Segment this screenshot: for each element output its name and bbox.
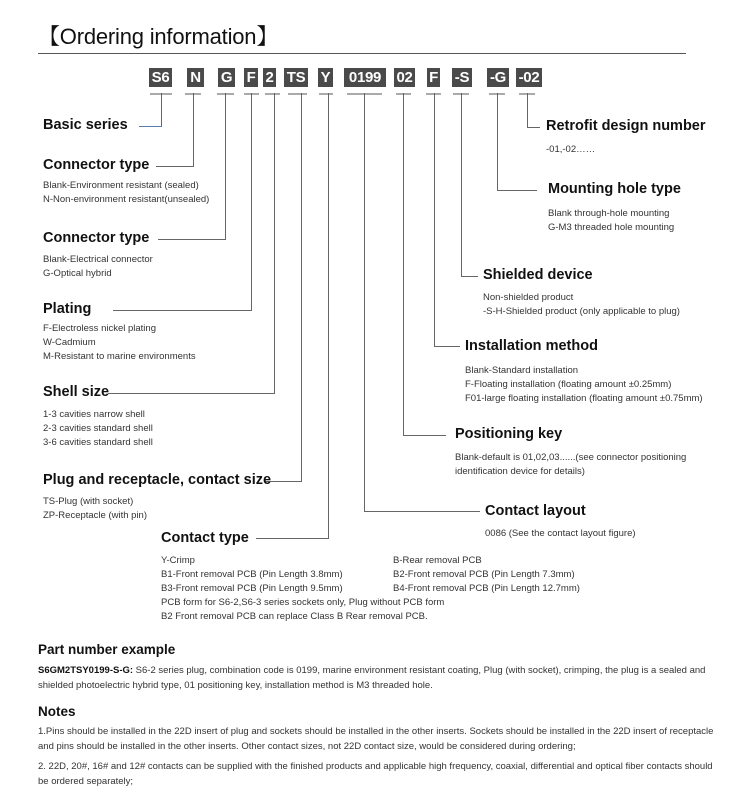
code-box-contact-type: Y [318,68,333,87]
t-bar [319,93,333,95]
notes-title: Notes [38,704,76,719]
field-line: Blank-Electrical connector [43,254,153,265]
field-line: PCB form for S6-2,S6-3 series sockets only, Plug without PCB form [161,597,445,608]
leader-line [113,310,252,311]
field-title-positioning-key: Positioning key [455,426,563,442]
field-line: ZP-Receptacle (with pin) [43,510,148,521]
field-line: B2 Front removal PCB can replace Class B Rear removal PCB. [161,611,428,622]
field-line: B1-Front removal PCB (Pin Length 3.8mm) [161,569,343,580]
field-line: B3-Front removal PCB (Pin Length 9.5mm) [161,583,343,594]
field-line: Blank-default is 01,02,03......(see connector positioning [455,452,687,463]
title-divider [38,53,686,54]
leader-line [403,435,446,436]
leader-line [403,93,404,436]
leader-line [225,93,226,240]
leader-line [301,93,302,482]
field-line: -01,-02…… [546,144,596,155]
field-line: Y-Crimp [161,555,195,566]
field-line: B-Rear removal PCB [393,555,482,566]
code-box-connector-type-2: G [218,68,235,87]
field-line: -S-H-Shielded product (only applicable to plug) [483,306,680,317]
leader-line [461,276,478,277]
code-box-positioning-key: 02 [394,68,415,87]
field-title-retrofit: Retrofit design number [546,118,706,134]
code-box-plating: F [244,68,258,87]
field-title-contact-layout: Contact layout [485,503,586,519]
field-line: W-Cadmium [43,337,96,348]
field-line: Blank-Environment resistant (sealed) [43,180,199,191]
field-line: TS-Plug (with socket) [43,496,134,507]
t-bar [288,93,307,95]
field-line: G-Optical hybrid [43,268,112,279]
code-box-installation: F [427,68,440,87]
field-title-shielded: Shielded device [483,267,593,283]
field-line: B2-Front removal PCB (Pin Length 7.3mm) [393,569,575,580]
field-line: 3-6 cavities standard shell [43,437,153,448]
leader-line [364,93,365,512]
part-number-example-text [38,663,718,693]
field-line: F01-large floating installation (floating amount ±0.75mm) [465,393,703,404]
code-box-plug-receptacle: TS [284,68,308,87]
leader-line [434,93,435,347]
field-title-plating: Plating [43,301,92,317]
field-title-contact-type: Contact type [161,530,249,546]
field-line: identification device for details) [455,466,585,477]
field-line: F-Electroless nickel plating [43,323,156,334]
leader-line [328,93,329,539]
field-title-installation: Installation method [465,338,598,354]
leader-line [193,93,194,167]
field-line: G-M3 threaded hole mounting [548,222,675,233]
leader-line [251,93,252,311]
part-number-description: S6-2 series plug, combination code is 0199, marine environment resistant coating, Plug (with socket), crimping, the plug is a sealed and shielded photoelectric hybrid type, 01 positioning key, installation method is M3 threaded hole. [38,665,706,691]
field-title-connector-type-1: Connector type [43,157,150,173]
field-title-basic-series: Basic series [43,117,128,133]
field-title-connector-type-2: Connector type [43,230,150,246]
leader-line [497,93,498,191]
part-number-example-title: Part number example [38,642,176,657]
leader-line [139,126,162,127]
field-line: 0086 (See the contact layout figure) [485,528,636,539]
code-box-shielded: -S [452,68,472,87]
leader-line [364,511,480,512]
page-title: 【Ordering information】 [38,24,279,49]
field-line: Non-shielded product [483,292,574,303]
note-item: 1.Pins should be installed in the 22D insert of plug and sockets should be installed in the other inserts. Sockets should be installed in the 22D insert of receptacle and pins should be installed in the other inserts. Other contact sizes, not 22D contact size, would be considered during ordering; [38,726,714,752]
field-line: M-Resistant to marine environments [43,351,196,362]
field-line: Blank-Standard installation [465,365,579,376]
part-number-code: S6GM2TSY0199-S-G: [38,665,134,676]
field-title-shell-size: Shell size [43,384,110,400]
leader-line [527,127,540,128]
leader-line [497,190,537,191]
field-line: F-Floating installation (floating amount ±0.25mm) [465,379,672,390]
field-line: N-Non-environment resistant(unsealed) [43,194,210,205]
field-line: Blank through-hole mounting [548,208,670,219]
field-line: 2-3 cavities standard shell [43,423,153,434]
field-title-mounting-hole: Mounting hole type [548,181,681,197]
leader-line [274,93,275,394]
leader-line [158,239,226,240]
code-box-retrofit: -02 [516,68,542,87]
note-item: 2. 22D, 20#, 16# and 12# contacts can be supplied with the finished products and applicable high frequency, coaxial, differential and optical fiber contacts should be ordered separately; [38,761,713,787]
code-box-contact-layout: 0199 [344,68,386,87]
leader-line [108,393,275,394]
t-bar [265,93,280,95]
code-box-mounting-hole: -G [487,68,509,87]
leader-line [256,538,329,539]
code-box-connector-type-1: N [187,68,204,87]
code-box-basic-series: S6 [149,68,172,87]
leader-line [461,93,462,277]
field-line: 1-3 cavities narrow shell [43,409,145,420]
field-line: B4-Front removal PCB (Pin Length 12.7mm) [393,583,580,594]
leader-line [527,93,528,128]
leader-line [156,166,194,167]
field-title-plug-receptacle: Plug and receptacle, contact size [43,472,272,488]
leader-line [434,346,460,347]
leader-line [161,93,162,127]
code-box-shell-size: 2 [263,68,276,87]
